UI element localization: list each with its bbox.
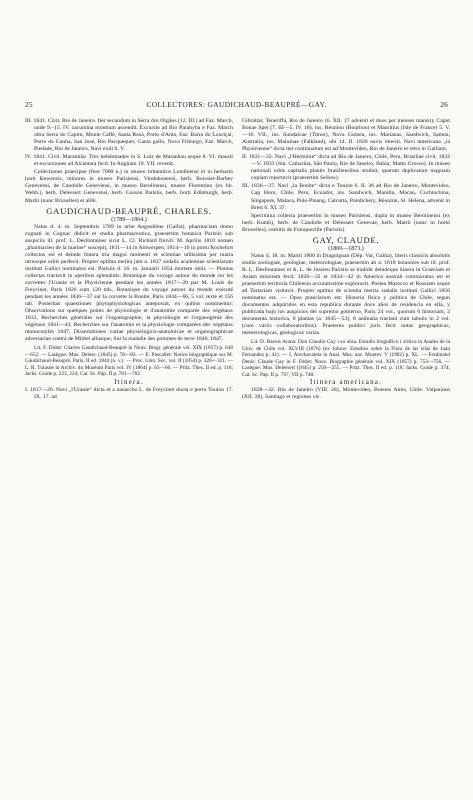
page-number-right: 26 <box>440 100 448 109</box>
itinerary-entry-iii: III. 1841. Civit. Rio de Janeiro. Iter secundum in Serra dos Orgãos (12. III.) ad Faz. March, unde 9.–15. IV. cacumina montium ascendit. Excursio ad Rio Parahyba e Faz. March ultra Serra do Capim, Monte Caffé, Santa Rosa, Porto d'Anta, Faz. Barra do Louriçal, Porto da Cunha, San José, Rio Pacquequer, Canta gallo, Nova Friburgo, Faz. March, Piedade, Rio de Janeiro. Navi exiit 6. V. <box>25 118 233 153</box>
itinerary-continuation: Gibraltar, Teneriffa, Rio de Janeiro (6. XII. 17 advenit et duos per menses mansit), Caput Bonae Spei (7. III—5. IV. 18), ins. Réunion (Bourbon) et Mauritius (Isle de France) 5. V.—16. VII., ins. Sundaicae (Timor), Nova Guinea, ins. Marianas, Sandwich, Samoa, Australia, ins. Maluinae (Falkland), ubi 14. II. 1820 navis interiit. Navi americana „la Physicienne“ dicta iter continuatum est ad Montevideo, Rio de Janeiro et retro in Galliam. <box>242 118 450 153</box>
page-number-left: 25 <box>25 100 33 109</box>
gay-biography: Natus d. 18. m. Martii 1800 in Draguignan (Dép. Var, Gallia), literis classicis absolutis studio zoologiae, geologiae, meteorologiae, praesertim ab a. 1818 botanices sub ill. prof. R. L. Desfontaines et A. L. de Jussieu Parisiis se tradidit deindeque itinera in Graeciam et Asiam minorem fecit. 1828—32 et 1834—42 in America australi commoratus est et praesertim territoria Chilensia accuratissime exploravit. Postea Marocco et Rossiam usque ad Tartariam visitavit. Propter optima de scientia merita sodalis instituti Gallici 1856 nominatus est. — Opus praeclarum est: Historia fisica y politica de Chile, segun documentos adquiridos en esta republica durante doce años de residencia en ella, y publicada bajo los auspicios del supremo gobierno, Paris 24 vol., quorum 6 historiam, 2 documenta historica, 8 plantas (a. 1845—53), 8 animalia tractant cum tabulis in 2 vol. (cum variis collaboratoribus). Praeterea publici juris fecit notas geographicas, meteorologicas, geologicas varias. <box>242 252 450 337</box>
gaudichaud-dates: (1789—1864.) <box>111 216 147 223</box>
collections-paragraph: Collectiones praecipue (fere 7000 n.) in museo britannico Londinensi et in herbario horti Kewensis, minores in museo Parisiensi, Vindobonensi, herb. Boissier-Barbey Genevensi, de Candolle Genevensi, in museo Berolinensi, museo Florentino (ex hb. Webb.), herb. Delessert Genevensi, herb. Cosson Parisiis, herb. horti Edinburgh, herb. Martii (nunc Bruxelles) et alibi. <box>25 169 233 204</box>
right-column <box>242 118 450 402</box>
running-title: COLLECTORES: GAUDICHAUD-BEAUPRÉ—GAY. <box>146 100 327 109</box>
running-head <box>25 100 448 112</box>
gay-dates: (1800—1873.) <box>328 245 364 252</box>
itinerary-entry-iv: IV. 1841. Civit. Maranhão. Tres hebdomades in S. Luiz de Maranhau usque 8. VI. mansit et excursiones ad Alcantara fecit. In Angliam 10. VII. revenit. <box>25 154 233 168</box>
gaudichaud-literature: Lit. F. Didot: Charles Gaudichaud-Beaupré in Nouv. Biogr. générale vol. XIX (1857) p. 648—652. — Lasègue: Mus. Deless. (1845) p. 78—83. — E. Pascallet: Notice biographique sur M. Gaudichaud-Beaupré, Paris, II ed. 1844 (n. v.). — Proc. Linn. Soc. vol. II (1854) p. 320—321. — L. R. Tulasne in Archiv. du Muséum Paris vol. IV (1864) p. 65—66. — Pritz. Thes. II ed. p. 118; Jacks. Guide p. 223, 224; Cat. Sc. Pap. II p. 781—782. <box>25 345 233 378</box>
specimens-paragraph: Specimina collecta praesertim in museo Parisiensi, dupla in museo Berolinensi (ex herb. Kunth), herb. de Candolle et Delessert Genevae, herb. Martii (nunc in horto Bruxelles), comitis de Franqueville (Parisiis). <box>242 212 450 233</box>
gaudichaud-biography: Natus d. 4. m. Septembris 1789 in urbe Angoulême (Gallia), pharmaciam domo cognati in Cognac didicit et studia pharmaceutica, praesertim botanica Parisiis sub auspiciis ill. prof. L. Desfontaines sicut L. Cl. Richard finivit. M. Aprilis 1810 nomen „pharmacien de la marine“ suscepit, 1811—14 in Antwerpen, 1814—16 in portu Rochefort collectus est et deinde itinera tria magni momenti et scientiae utilissima per maria utriusque orbis perfecit. Propter optima merita jam a. 1837 sodalis academiae scientiarum instituti Gallici nominatus est. Parisiis d. 16. m. Januarii 1854 mortem obiit. — Plantas collectas tractavit in operibus splendidis: Botanique du voyage autour du monde sur les corvettes l'Uranie et la Physicienne pendant les années 1817—20 par M. Louis de Freycinet, Paris 1826 cum 120 tab., Botanique du voyage autour du monde exécuté pendant les années 1836—37 sur la corvette la Bonite, Paris 1844—66, 5 vol. texte et 156 tab. Posteritas quaestiones phytophysiologicas anteposuit, ex quibus nominentur: Observations sur quelques points de physiologie et d'anatomie comparée des végétaux 1833, Recherches générales sur l'organographie, la physiologie et l'organogénie des végétaux 1841—43, Recherches sur l'anatomie et la physiologie comparées des végétaux monocotylés 1847, Dissertationes variae physiologico-anatomicae et organographicae adversariae contra de Mirbel allusque, Sur la maladie des pommes de terre 1846, 1847. <box>25 223 233 343</box>
gay-itinerary-first: 1828—32. Rio de Janeiro (VIII. 28), Montevideo, Buenos Aires, Chile: Valparaiso (XII. 28), Santiago et regiones vic. <box>242 387 450 401</box>
gay-itinera-heading: Itinera americana. <box>309 378 383 387</box>
gaudichaud-itinerary-ii: II. 1831—33. Navi „l'Herminie“ dicta ad Rio de Janeiro, Chile, Peru, Brasiliae civit. 1832—V. 1833 (Sta. Catharina, São Paulo, Rio de Janeiro, Bahia, Matto Grosso). In museo nationali urbis capitalis plantis brasiliensibus studuit, quarum duplicatum magnam copiam reportavit (praesertim Sellow). <box>242 154 450 182</box>
gay-heading: GAY, CLAUDE. <box>312 234 380 245</box>
gaudichaud-heading: GAUDICHAUD-BEAUPRÉ, CHARLES. <box>46 205 212 216</box>
gaudichaud-itinera-heading: Itinera. <box>114 377 144 386</box>
gaudichaud-itinerary-iii: III. 1836—37. Navi „la Bonite“ dicta e Toulon 6. II. 36 ad Rio de Janeiro, Montevideo, Cap Horn, Chile, Peru, Ecuador, ins. Sandwich, Manilla, Macao, Cochinchina, Singapore, Malaca, Pulo-Pinang, Calcutta, Pondichéry, Réunion, St. Helena, advenit in Brest 6. XI. 37. <box>242 183 450 211</box>
gaudichaud-itinerary-i: I. 1817—20. Navi „l'Uranie“ dicta et a nauarcho L. de Freycinet ducta e portu Toulon 17. IX. 17. ad <box>25 386 233 400</box>
gay-literature: Lit. D. Barros Arana: Don Claudio Gay i su obra. Estudio biográfico i crítico in Anales de la Univ. de Chile vol. XLVIII (1876) (ex Johow: Estudios sobre la Flora de las islas de Juan Fernandez p. 41). — J. Arechavaleta in Anal. Mus. nac. Montev. V (1902) p. XL. — Ferdinand Denis: Claude Gay in F. Didot: Nouv. Biographie générale vol. XIX (1857) p. 753—756. — Lasègue: Mus. Delessert (1845) p. 250—255. — Pritz. Thes. II ed. p. 118; Jacks. Guide p. 374; Cat. Sc. Pap. II p. 797, VII p. 748. <box>242 339 450 378</box>
left-column <box>25 118 233 402</box>
